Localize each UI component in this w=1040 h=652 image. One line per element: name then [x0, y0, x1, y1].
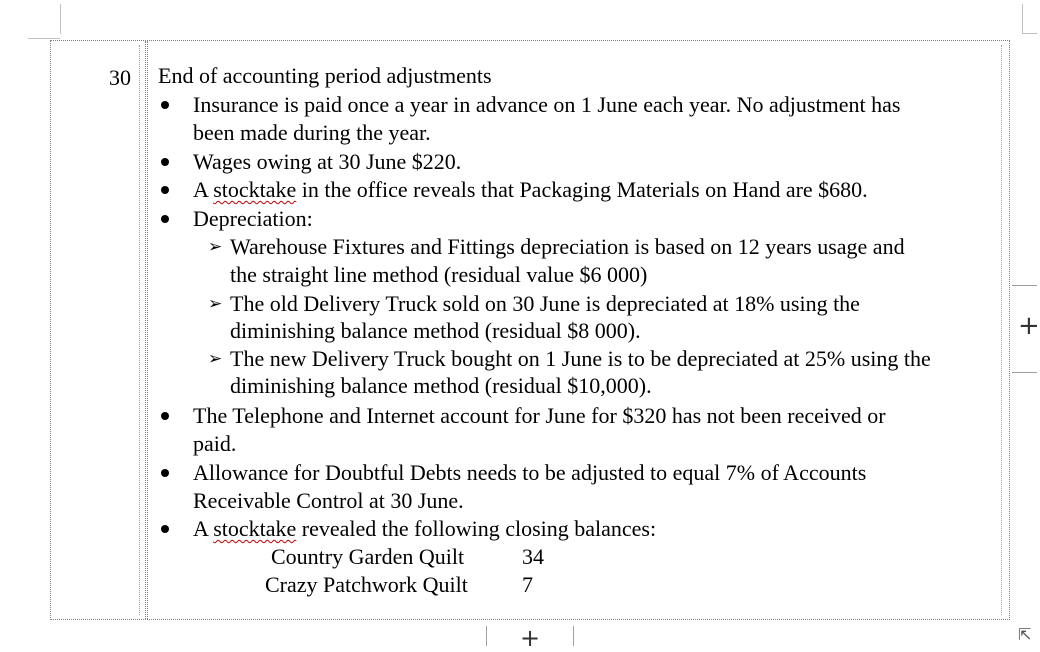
- spelling-flag[interactable]: stocktake: [213, 516, 297, 541]
- bullet-text-prefix: A: [193, 516, 214, 541]
- bullet-text-prefix: A: [193, 177, 214, 202]
- bullet-text-allowance-line2: Receivable Control at 30 June.: [193, 488, 464, 513]
- bullet-icon: [161, 101, 169, 109]
- question-title: End of accounting period adjustments: [158, 63, 492, 88]
- sub-bullet-text-new-truck-line1: The new Delivery Truck bought on 1 June is to be depreciated at 25% using the: [230, 346, 931, 371]
- margin-mark: [28, 38, 60, 39]
- margin-mark: [60, 4, 61, 34]
- bullet-icon: [161, 412, 169, 420]
- margin-mark: [1022, 33, 1037, 34]
- bullet-icon: [161, 215, 169, 223]
- bullet-text-telephone-line2: paid.: [193, 431, 237, 456]
- bullet-icon: [161, 525, 169, 533]
- sub-bullet-text-old-truck-line1: The old Delivery Truck sold on 30 June is depreciated at 18% using the: [230, 291, 860, 316]
- resize-corner-icon[interactable]: ⇱: [1018, 625, 1032, 644]
- closing-balance-qty: 34: [522, 544, 544, 569]
- bullet-icon: [161, 158, 169, 166]
- bullet-text-insurance-line2: been made during the year.: [193, 120, 431, 145]
- cell-gridline: [1001, 45, 1003, 615]
- sub-bullet-text-new-truck-line2: diminishing balance method (residual $10,000).: [230, 373, 652, 398]
- question-number-cell[interactable]: [51, 41, 146, 619]
- margin-mark: [1022, 4, 1023, 34]
- closing-balance-item: Crazy Patchwork Quilt: [265, 572, 468, 597]
- sub-bullet-text-old-truck-line2: diminishing balance method (residual $8 000).: [230, 318, 641, 343]
- plus-icon[interactable]: +: [520, 624, 541, 652]
- arrow-bullet-icon: ➢: [208, 237, 223, 257]
- sub-bullet-text-warehouse-line2: the straight line method (residual value $6 000): [230, 262, 648, 287]
- bullet-text-rest: revealed the following closing balances:: [296, 516, 657, 541]
- arrow-bullet-icon: ➢: [208, 349, 223, 369]
- bullet-text-wages: Wages owing at 30 June $220.: [193, 149, 462, 174]
- bullet-text-packaging: [193, 176, 868, 204]
- bullet-text-insurance-line1: Insurance is paid once a year in advance on 1 June each year. No adjustment has: [193, 92, 901, 117]
- arrow-bullet-icon: ➢: [208, 294, 223, 314]
- bullet-text-allowance-line1: Allowance for Doubtful Debts needs to be adjusted to equal 7% of Accounts: [193, 460, 867, 485]
- bullet-text-rest: in the office reveals that Packaging Materials on Hand are $680.: [296, 177, 868, 202]
- cell-gridline: [139, 45, 141, 615]
- plus-icon[interactable]: +: [1018, 311, 1040, 341]
- closing-balance-qty: 7: [522, 572, 533, 597]
- bullet-text-depreciation: Depreciation:: [193, 206, 313, 231]
- closing-balance-item: Country Garden Quilt: [271, 544, 465, 569]
- bullet-icon: [161, 186, 169, 194]
- bullet-text-telephone-line1: The Telephone and Internet account for June for $320 has not been received or: [193, 403, 886, 428]
- bullet-icon: [161, 469, 169, 477]
- question-number: 30: [109, 65, 131, 90]
- bullet-text-stocktake-balances: [193, 515, 656, 543]
- sub-bullet-text-warehouse-line1: Warehouse Fixtures and Fittings depreciation is based on 12 years usage and: [230, 234, 905, 259]
- spelling-flag[interactable]: stocktake: [213, 177, 297, 202]
